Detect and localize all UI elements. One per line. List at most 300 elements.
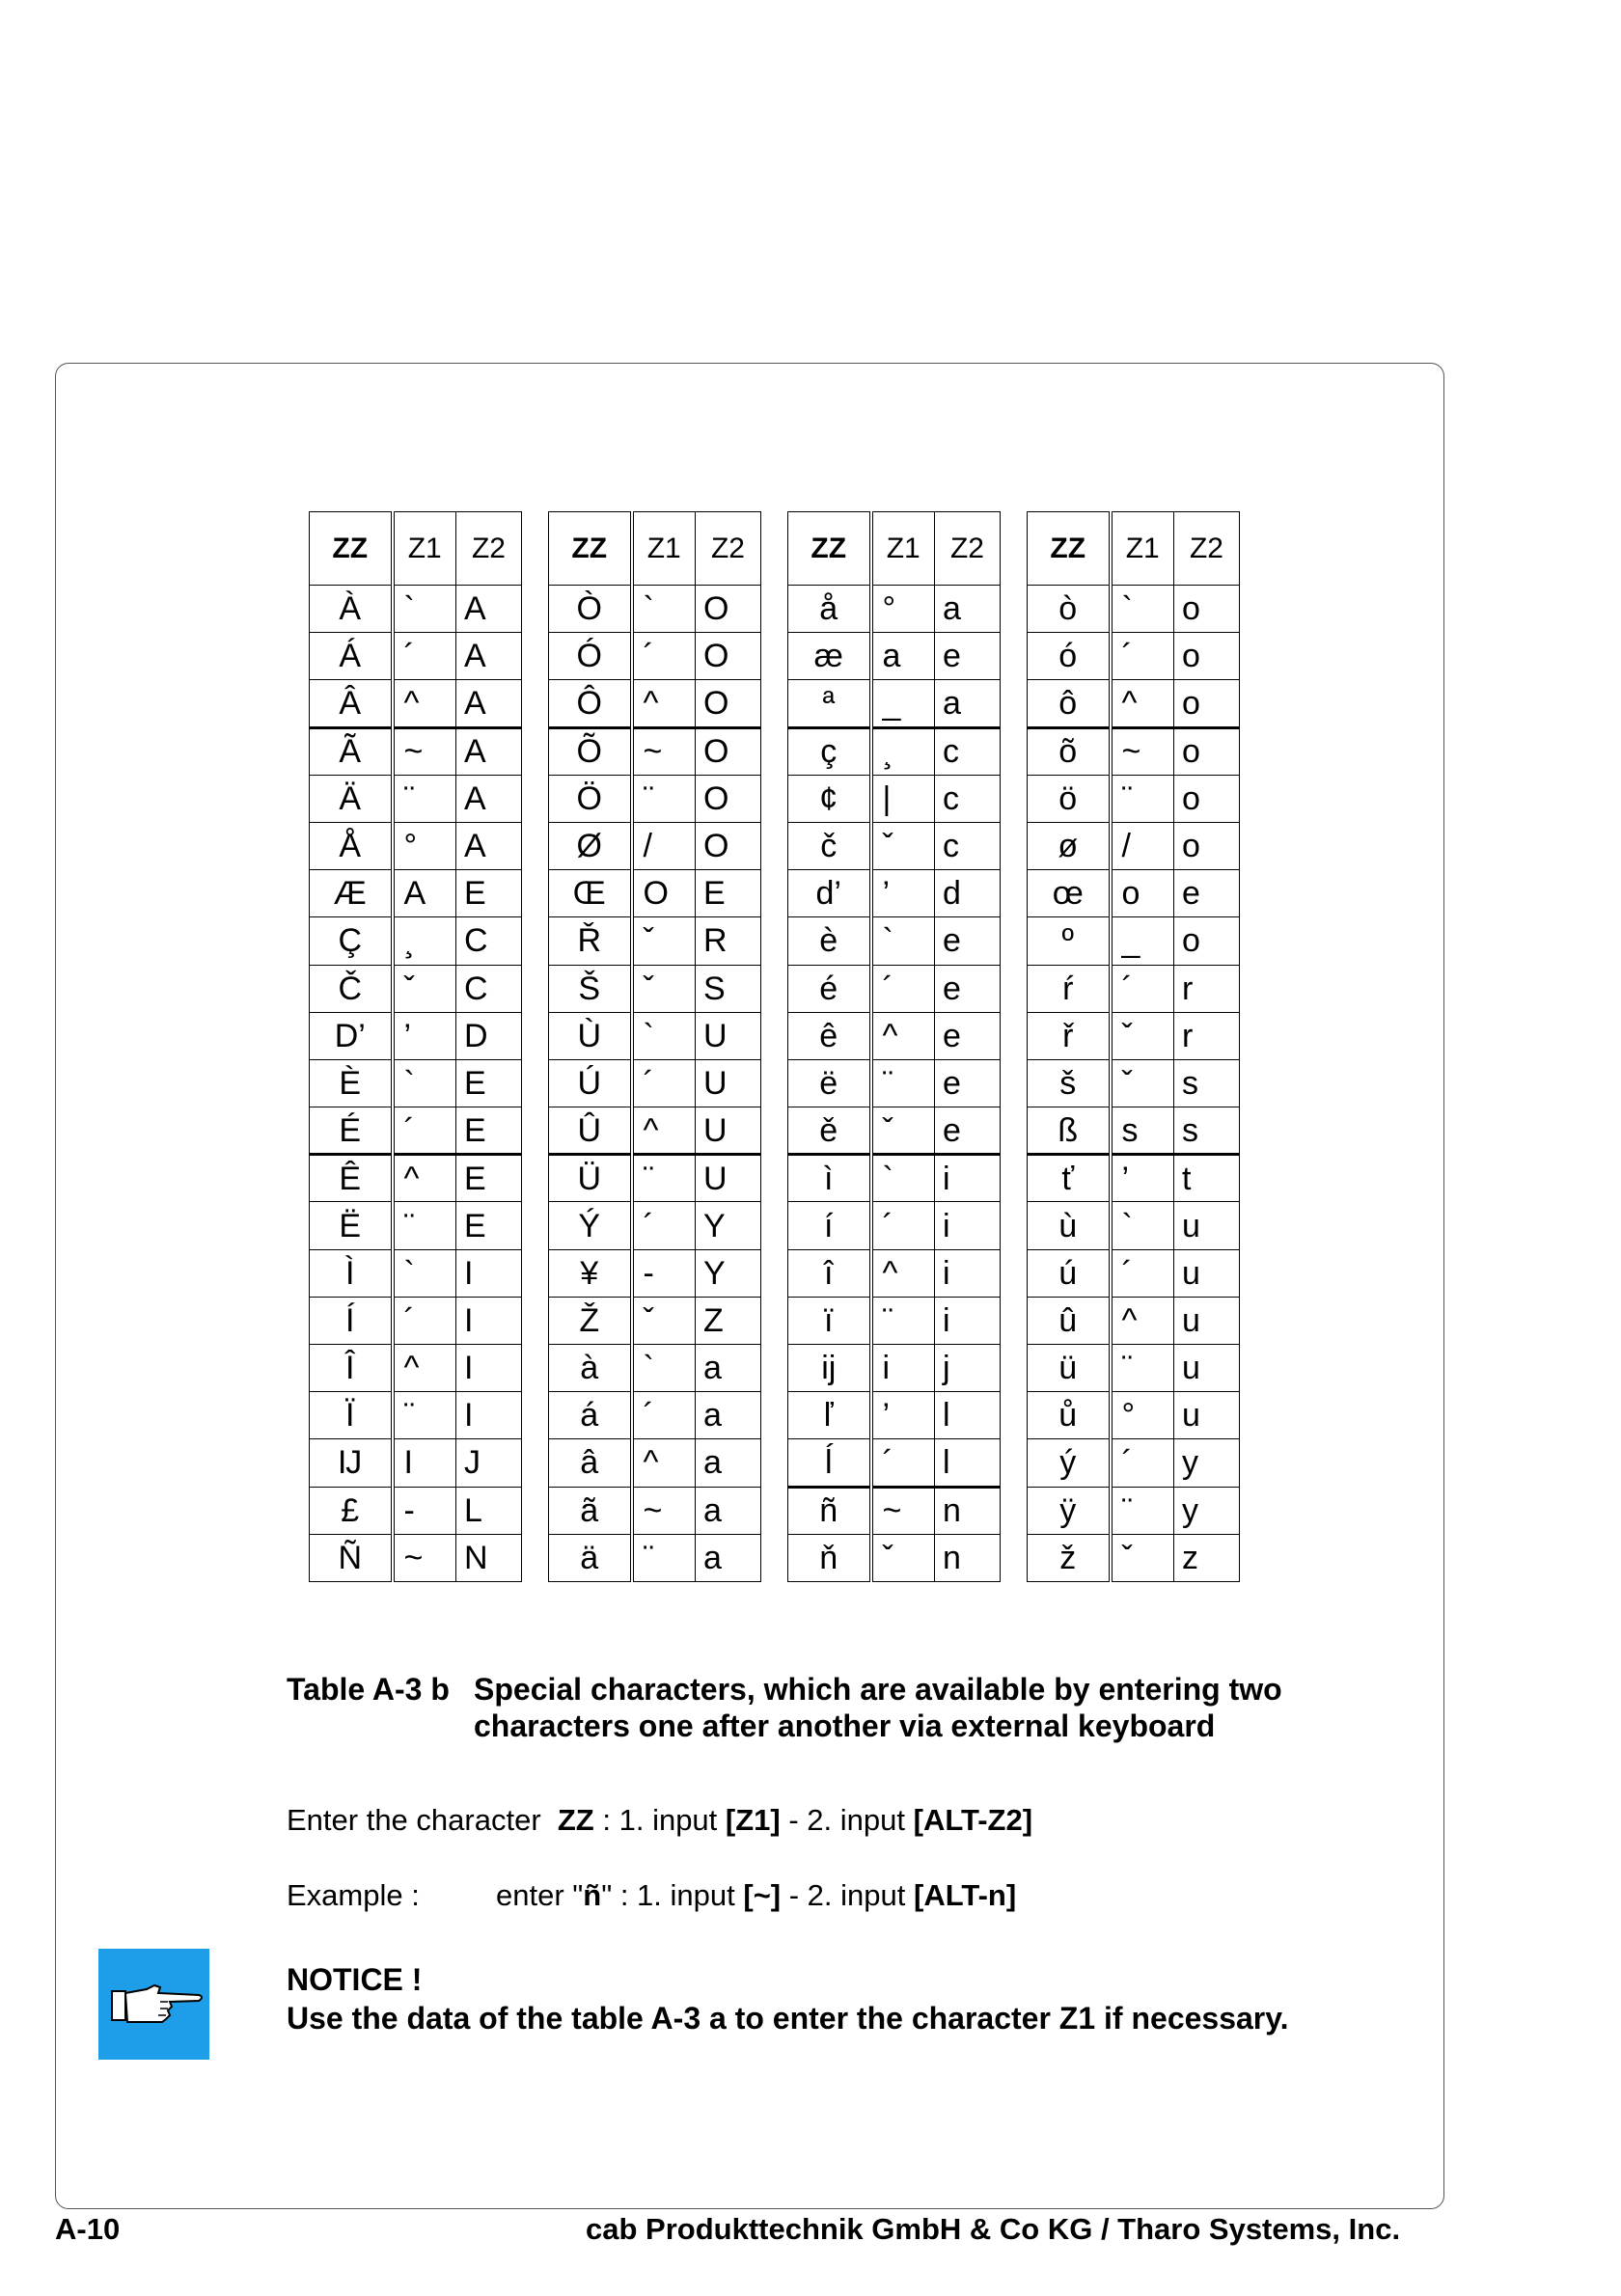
cell-z2: j xyxy=(935,1345,1001,1392)
table-row xyxy=(1028,775,1240,822)
char-table-1 xyxy=(309,511,522,1582)
cell-z1: ´ xyxy=(393,633,456,680)
example-lead: enter " xyxy=(496,1878,584,1912)
cell-z2: e xyxy=(935,917,1001,965)
table-row xyxy=(310,1392,522,1439)
table-row xyxy=(549,1297,761,1344)
cell-zz: â xyxy=(549,1439,632,1487)
cell-z1: ` xyxy=(871,1155,935,1202)
page-number: A-10 xyxy=(55,2212,121,2246)
cell-z1: ¸ xyxy=(393,917,456,965)
table-row xyxy=(549,1439,761,1487)
cell-z2: a xyxy=(696,1487,761,1534)
cell-z2: L xyxy=(456,1487,522,1534)
cell-zz: Û xyxy=(549,1107,632,1155)
cell-zz: Á xyxy=(310,633,393,680)
cell-z1: ˇ xyxy=(632,917,696,965)
instruction-lead: Enter the character xyxy=(287,1803,541,1837)
cell-zz: ç xyxy=(788,727,871,775)
cell-z2: A xyxy=(456,680,522,727)
cell-z2: O xyxy=(696,633,761,680)
cell-z2: a xyxy=(935,680,1001,727)
cell-z1: ^ xyxy=(393,1345,456,1392)
cell-z2: t xyxy=(1174,1155,1240,1202)
cell-zz: Å xyxy=(310,822,393,869)
cell-z2: O xyxy=(696,586,761,633)
cell-z1: ¨ xyxy=(871,1297,935,1344)
cell-zz: ª xyxy=(788,680,871,727)
cell-z1: ¨ xyxy=(632,775,696,822)
cell-z1: ’ xyxy=(1111,1155,1174,1202)
cell-zz: ë xyxy=(788,1059,871,1107)
char-table-3 xyxy=(787,511,1001,1582)
cell-zz: Ø xyxy=(549,822,632,869)
header-z1: Z1 xyxy=(1111,512,1174,586)
table-row xyxy=(1028,586,1240,633)
table-row xyxy=(549,1345,761,1392)
cell-zz: Ô xyxy=(549,680,632,727)
cell-zz: ä xyxy=(549,1534,632,1581)
cell-z2: A xyxy=(456,586,522,633)
table-row xyxy=(788,1534,1001,1581)
cell-z1: ’ xyxy=(871,870,935,917)
cell-zz: É xyxy=(310,1107,393,1155)
cell-z2: o xyxy=(1174,633,1240,680)
cell-z2: i xyxy=(935,1155,1001,1202)
cell-z1: ´ xyxy=(1111,965,1174,1012)
table-row xyxy=(1028,633,1240,680)
cell-zz: Ü xyxy=(549,1155,632,1202)
caption-label: Table A-3 b xyxy=(287,1672,450,1707)
table-row xyxy=(549,1392,761,1439)
cell-zz: Ö xyxy=(549,775,632,822)
cell-zz: ò xyxy=(1028,586,1111,633)
cell-zz: ø xyxy=(1028,822,1111,869)
table-row xyxy=(1028,1059,1240,1107)
cell-z2: s xyxy=(1174,1059,1240,1107)
header-z1: Z1 xyxy=(632,512,696,586)
cell-z2: E xyxy=(456,1059,522,1107)
cell-z1: ` xyxy=(1111,586,1174,633)
table-row xyxy=(310,1534,522,1581)
table-row xyxy=(788,1439,1001,1487)
header-zz: ZZ xyxy=(310,512,393,586)
cell-zz: È xyxy=(310,1059,393,1107)
cell-z2: o xyxy=(1174,775,1240,822)
cell-z2: y xyxy=(1174,1439,1240,1487)
cell-z2: u xyxy=(1174,1297,1240,1344)
cell-z1: ^ xyxy=(871,1012,935,1059)
table-row xyxy=(549,1534,761,1581)
cell-z2: J xyxy=(456,1439,522,1487)
cell-z1: a xyxy=(871,633,935,680)
cell-z1: ´ xyxy=(632,1392,696,1439)
cell-zz: ĳ xyxy=(788,1345,871,1392)
table-row xyxy=(1028,1297,1240,1344)
cell-z1: A xyxy=(393,870,456,917)
cell-zz: ï xyxy=(788,1297,871,1344)
cell-z2: O xyxy=(696,822,761,869)
cell-z2: o xyxy=(1174,586,1240,633)
cell-zz: ý xyxy=(1028,1439,1111,1487)
cell-z1: ¨ xyxy=(1111,775,1174,822)
cell-z2: a xyxy=(935,586,1001,633)
cell-z2: Y xyxy=(696,1202,761,1249)
cell-zz: õ xyxy=(1028,727,1111,775)
cell-zz: Č xyxy=(310,965,393,1012)
cell-z1: ^ xyxy=(632,1107,696,1155)
notice-text: Use the data of the table A-3 a to enter the character Z1 if necessary. xyxy=(287,2001,1289,2036)
table-row xyxy=(1028,1012,1240,1059)
cell-z1: ´ xyxy=(871,1202,935,1249)
cell-zz: ì xyxy=(788,1155,871,1202)
cell-z1: ´ xyxy=(393,1107,456,1155)
cell-z2: R xyxy=(696,917,761,965)
table-row xyxy=(549,633,761,680)
cell-zz: ù xyxy=(1028,1202,1111,1249)
example-step1: " : 1. input xyxy=(601,1878,735,1912)
table-row xyxy=(788,1155,1001,1202)
table-header-row xyxy=(788,512,1001,586)
instruction-step1: : 1. input xyxy=(602,1803,718,1837)
table-row xyxy=(1028,1345,1240,1392)
cell-z1: ˇ xyxy=(1111,1059,1174,1107)
instruction-zz: ZZ xyxy=(557,1803,594,1837)
cell-z1: ´ xyxy=(1111,633,1174,680)
cell-zz: Ñ xyxy=(310,1534,393,1581)
cell-z1: ˇ xyxy=(393,965,456,1012)
cell-z1: ´ xyxy=(871,965,935,1012)
cell-z2: D xyxy=(456,1012,522,1059)
table-row xyxy=(549,1059,761,1107)
cell-z2: O xyxy=(696,680,761,727)
cell-z1: ° xyxy=(1111,1392,1174,1439)
cell-z1: - xyxy=(632,1249,696,1297)
cell-z1: / xyxy=(1111,822,1174,869)
cell-z1: ^ xyxy=(871,1249,935,1297)
header-z2: Z2 xyxy=(1174,512,1240,586)
table-row xyxy=(549,680,761,727)
cell-z1: I xyxy=(393,1439,456,1487)
cell-z2: o xyxy=(1174,917,1240,965)
cell-z1: ` xyxy=(632,1012,696,1059)
table-row xyxy=(310,1107,522,1155)
cell-z2: e xyxy=(935,1059,1001,1107)
example-char: ñ xyxy=(583,1878,602,1912)
cell-zz: Š xyxy=(549,965,632,1012)
table-row xyxy=(310,775,522,822)
cell-zz: º xyxy=(1028,917,1111,965)
cell-z2: d xyxy=(935,870,1001,917)
header-z1: Z1 xyxy=(871,512,935,586)
cell-z2: u xyxy=(1174,1392,1240,1439)
cell-zz: d’ xyxy=(788,870,871,917)
cell-z1: ’ xyxy=(871,1392,935,1439)
header-z2: Z2 xyxy=(696,512,761,586)
cell-z2: U xyxy=(696,1059,761,1107)
instruction-step2: - 2. input xyxy=(788,1803,905,1837)
cell-z1: ~ xyxy=(393,1534,456,1581)
table-row xyxy=(549,870,761,917)
table-row xyxy=(788,1392,1001,1439)
notice-title: NOTICE ! xyxy=(287,1962,423,1997)
cell-zz: ľ xyxy=(788,1392,871,1439)
cell-z2: I xyxy=(456,1297,522,1344)
table-row xyxy=(1028,680,1240,727)
table-row xyxy=(1028,1107,1240,1155)
table-row xyxy=(310,870,522,917)
header-zz: ZZ xyxy=(788,512,871,586)
cell-z2: u xyxy=(1174,1345,1240,1392)
table-row xyxy=(1028,1249,1240,1297)
cell-zz: ÿ xyxy=(1028,1487,1111,1534)
cell-z2: u xyxy=(1174,1249,1240,1297)
cell-zz: ã xyxy=(549,1487,632,1534)
cell-z2: u xyxy=(1174,1202,1240,1249)
cell-zz: Ĳ xyxy=(310,1439,393,1487)
table-row xyxy=(1028,822,1240,869)
table-row xyxy=(310,1249,522,1297)
table-row xyxy=(788,775,1001,822)
table-row xyxy=(310,1297,522,1344)
table-row xyxy=(549,775,761,822)
cell-z2: c xyxy=(935,822,1001,869)
cell-z1: ´ xyxy=(632,633,696,680)
table-row xyxy=(310,1439,522,1487)
cell-zz: ř xyxy=(1028,1012,1111,1059)
cell-z1: | xyxy=(871,775,935,822)
header-z1: Z1 xyxy=(393,512,456,586)
example-line xyxy=(287,1877,1016,1914)
cell-z2: l xyxy=(935,1392,1001,1439)
cell-zz: £ xyxy=(310,1487,393,1534)
cell-z2: C xyxy=(456,965,522,1012)
cell-z1: ` xyxy=(632,586,696,633)
cell-z2: E xyxy=(456,1202,522,1249)
table-row xyxy=(310,917,522,965)
pointing-hand-icon xyxy=(98,1949,209,2060)
table-row xyxy=(788,1107,1001,1155)
table-row xyxy=(788,917,1001,965)
table-row xyxy=(788,965,1001,1012)
cell-z1: ~ xyxy=(632,727,696,775)
cell-z1: ˇ xyxy=(871,1107,935,1155)
cell-z1: ˇ xyxy=(1111,1012,1174,1059)
cell-z2: o xyxy=(1174,680,1240,727)
header-zz: ZZ xyxy=(1028,512,1111,586)
table-row xyxy=(1028,870,1240,917)
cell-z1: ´ xyxy=(393,1297,456,1344)
char-table-2 xyxy=(548,511,761,1582)
cell-z1: ` xyxy=(393,1249,456,1297)
cell-zz: Ç xyxy=(310,917,393,965)
cell-z1: ^ xyxy=(632,1439,696,1487)
cell-zz: Í xyxy=(310,1297,393,1344)
cell-zz: À xyxy=(310,586,393,633)
table-row xyxy=(549,1487,761,1534)
table-row xyxy=(549,1012,761,1059)
cell-z2: c xyxy=(935,775,1001,822)
cell-zz: Ú xyxy=(549,1059,632,1107)
cell-z2: a xyxy=(696,1345,761,1392)
cell-z1: ’ xyxy=(393,1012,456,1059)
cell-z1: ^ xyxy=(1111,1297,1174,1344)
cell-zz: ú xyxy=(1028,1249,1111,1297)
cell-z2: O xyxy=(696,727,761,775)
cell-zz: Æ xyxy=(310,870,393,917)
cell-zz: î xyxy=(788,1249,871,1297)
cell-z1: ~ xyxy=(632,1487,696,1534)
table-row xyxy=(1028,1439,1240,1487)
cell-z1: ´ xyxy=(1111,1249,1174,1297)
cell-zz: Œ xyxy=(549,870,632,917)
header-z2: Z2 xyxy=(456,512,522,586)
table-row xyxy=(310,1059,522,1107)
cell-z1: ¸ xyxy=(871,727,935,775)
cell-zz: Î xyxy=(310,1345,393,1392)
cell-z1: ¨ xyxy=(393,1392,456,1439)
cell-zz: æ xyxy=(788,633,871,680)
cell-zz: Ž xyxy=(549,1297,632,1344)
cell-z2: I xyxy=(456,1345,522,1392)
table-row xyxy=(1028,917,1240,965)
cell-zz: Ù xyxy=(549,1012,632,1059)
cell-zz: š xyxy=(1028,1059,1111,1107)
cell-zz: Ò xyxy=(549,586,632,633)
cell-z2: E xyxy=(456,1155,522,1202)
table-row xyxy=(788,1487,1001,1534)
cell-z2: s xyxy=(1174,1107,1240,1155)
cell-zz: Ä xyxy=(310,775,393,822)
cell-z2: e xyxy=(1174,870,1240,917)
table-row xyxy=(310,586,522,633)
cell-z1: ~ xyxy=(871,1487,935,1534)
cell-zz: Ï xyxy=(310,1392,393,1439)
table-row xyxy=(549,822,761,869)
cell-zz: ¢ xyxy=(788,775,871,822)
cell-z1: _ xyxy=(871,680,935,727)
cell-zz: é xyxy=(788,965,871,1012)
table-row xyxy=(1028,965,1240,1012)
table-row xyxy=(788,1297,1001,1344)
cell-zz: Õ xyxy=(549,727,632,775)
table-row xyxy=(310,1012,522,1059)
cell-z2: U xyxy=(696,1155,761,1202)
cell-zz: ŕ xyxy=(1028,965,1111,1012)
cell-z2: o xyxy=(1174,727,1240,775)
cell-zz: œ xyxy=(1028,870,1111,917)
cell-z2: I xyxy=(456,1249,522,1297)
cell-z2: S xyxy=(696,965,761,1012)
cell-z2: A xyxy=(456,727,522,775)
cell-zz: è xyxy=(788,917,871,965)
cell-z2: A xyxy=(456,822,522,869)
example-label: Example : xyxy=(287,1878,420,1912)
cell-z1: ° xyxy=(871,586,935,633)
cell-zz: ß xyxy=(1028,1107,1111,1155)
table-row xyxy=(1028,1534,1240,1581)
cell-zz: à xyxy=(549,1345,632,1392)
table-row xyxy=(788,1012,1001,1059)
cell-z2: Y xyxy=(696,1249,761,1297)
table-row xyxy=(788,727,1001,775)
cell-z1: s xyxy=(1111,1107,1174,1155)
cell-z2: z xyxy=(1174,1534,1240,1581)
cell-zz: Ã xyxy=(310,727,393,775)
instruction-z2: [ALT-Z2] xyxy=(913,1803,1033,1837)
cell-zz: Â xyxy=(310,680,393,727)
cell-zz: ů xyxy=(1028,1392,1111,1439)
cell-z1: ˇ xyxy=(1111,1534,1174,1581)
cell-z2: E xyxy=(456,870,522,917)
table-row xyxy=(549,1107,761,1155)
cell-zz: ĺ xyxy=(788,1439,871,1487)
cell-z2: o xyxy=(1174,822,1240,869)
cell-zz: ñ xyxy=(788,1487,871,1534)
table-row xyxy=(549,965,761,1012)
cell-z1: ° xyxy=(393,822,456,869)
cell-z1: ` xyxy=(393,586,456,633)
table-header-row xyxy=(549,512,761,586)
table-row xyxy=(788,633,1001,680)
table-row xyxy=(310,727,522,775)
cell-z1: ¨ xyxy=(871,1059,935,1107)
cell-z1: ¨ xyxy=(393,775,456,822)
cell-zz: Ê xyxy=(310,1155,393,1202)
cell-z1: ¨ xyxy=(632,1534,696,1581)
instruction-line xyxy=(287,1802,1032,1839)
cell-z1: ` xyxy=(1111,1202,1174,1249)
cell-zz: Ř xyxy=(549,917,632,965)
cell-z1: ^ xyxy=(1111,680,1174,727)
cell-zz: ü xyxy=(1028,1345,1111,1392)
cell-z2: c xyxy=(935,727,1001,775)
cell-zz: ö xyxy=(1028,775,1111,822)
table-row xyxy=(310,1202,522,1249)
cell-z2: i xyxy=(935,1249,1001,1297)
cell-z2: E xyxy=(456,1107,522,1155)
cell-z1: ` xyxy=(632,1345,696,1392)
cell-z2: a xyxy=(696,1534,761,1581)
cell-z2: Z xyxy=(696,1297,761,1344)
cell-z2: l xyxy=(935,1439,1001,1487)
cell-z2: U xyxy=(696,1012,761,1059)
cell-zz: ô xyxy=(1028,680,1111,727)
cell-zz: ť xyxy=(1028,1155,1111,1202)
table-row xyxy=(549,1249,761,1297)
cell-zz: Ó xyxy=(549,633,632,680)
cell-z2: i xyxy=(935,1297,1001,1344)
cell-zz: å xyxy=(788,586,871,633)
cell-z1: ^ xyxy=(393,1155,456,1202)
cell-zz: ě xyxy=(788,1107,871,1155)
table-row xyxy=(788,680,1001,727)
table-row xyxy=(549,1155,761,1202)
table-row xyxy=(788,1059,1001,1107)
cell-z1: ¨ xyxy=(393,1202,456,1249)
table-row xyxy=(310,633,522,680)
table-row xyxy=(1028,1155,1240,1202)
cell-z2: C xyxy=(456,917,522,965)
table-header-row xyxy=(310,512,522,586)
cell-zz: ó xyxy=(1028,633,1111,680)
cell-z1: ~ xyxy=(1111,727,1174,775)
header-zz: ZZ xyxy=(549,512,632,586)
table-row xyxy=(788,1202,1001,1249)
cell-z1: ´ xyxy=(871,1439,935,1487)
cell-z1: - xyxy=(393,1487,456,1534)
table-row xyxy=(1028,1392,1240,1439)
